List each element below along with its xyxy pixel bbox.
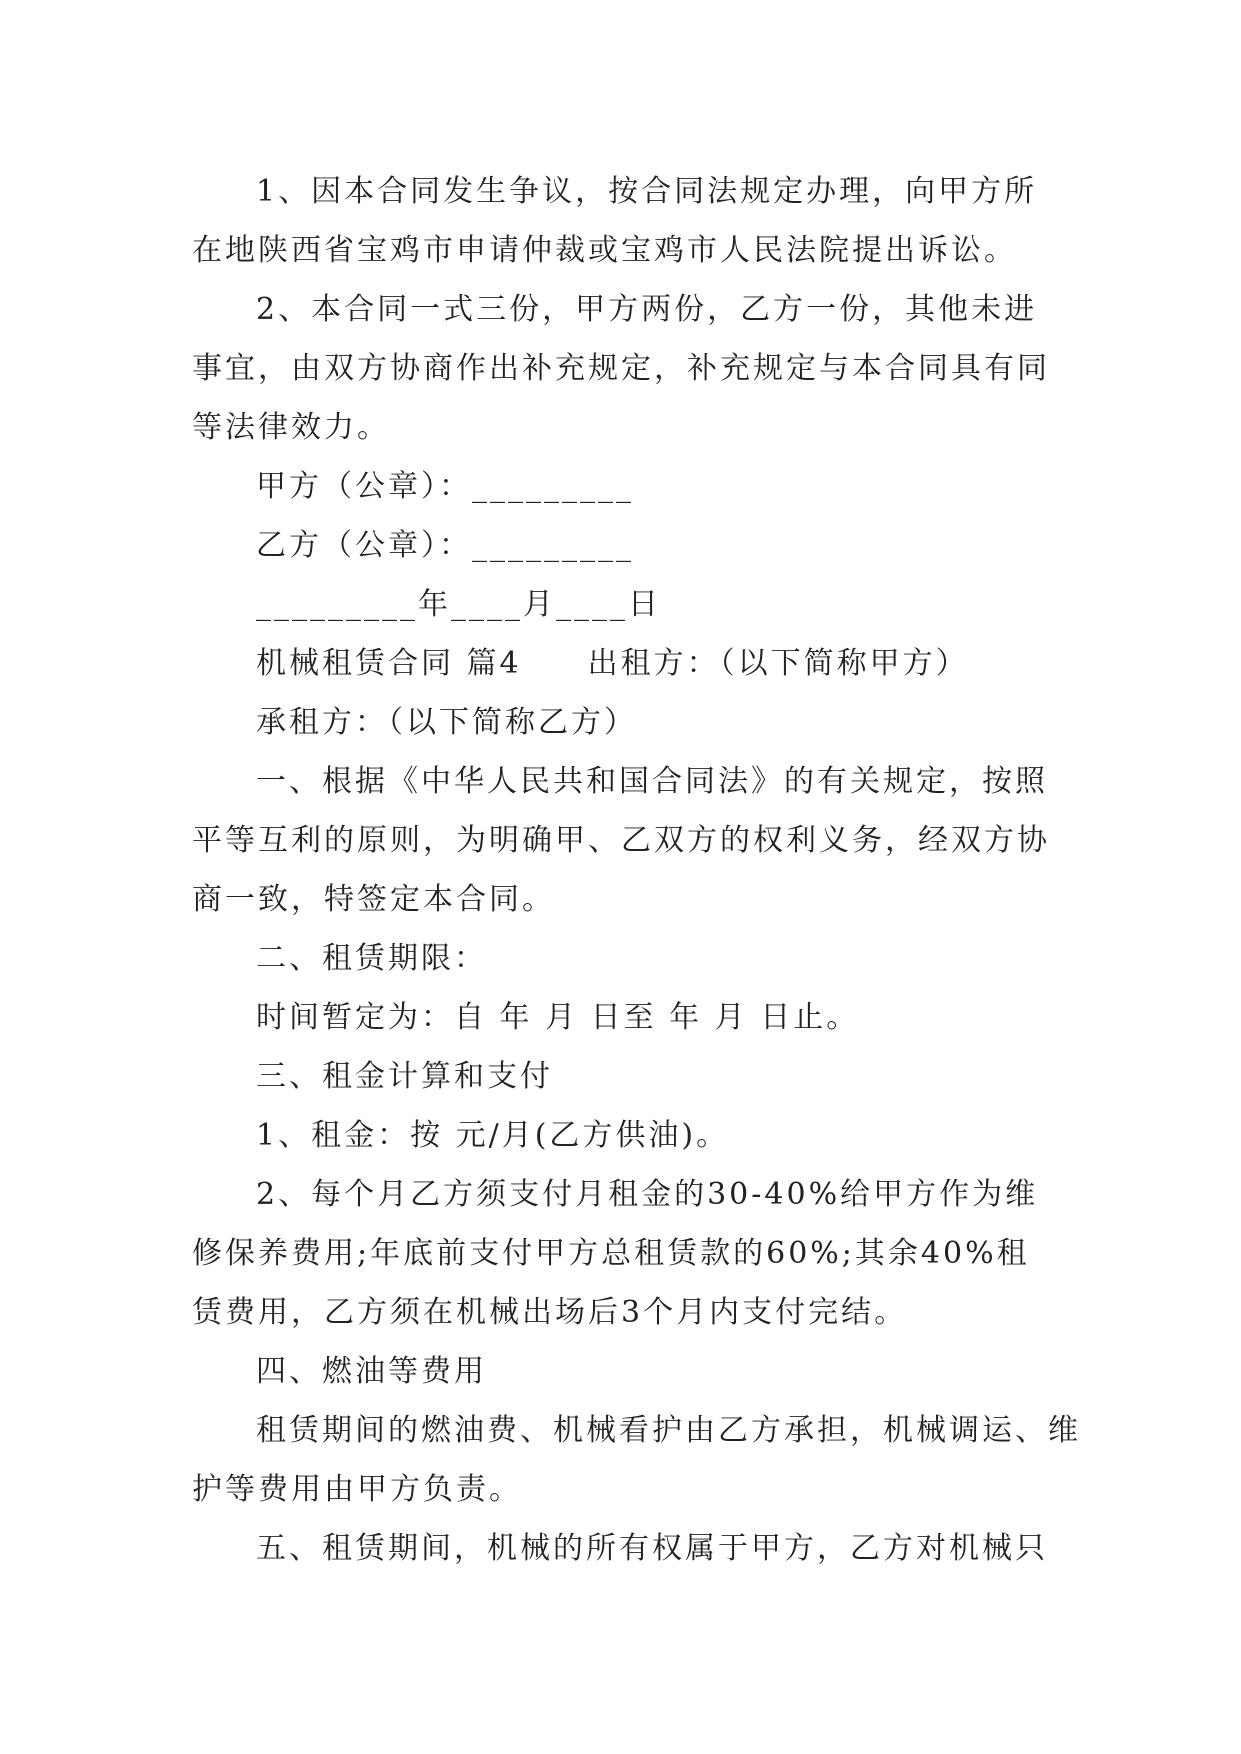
clause-copies: 2、本合同一式三份，甲方两份，乙方一份，其他未进事宜，由双方协商作出补充规定，补充规定与本合同具有同等法律效力。 <box>192 292 1050 445</box>
lease-term: 时间暂定为：自 年 月 日至 年 月 日止。 <box>256 1000 860 1035</box>
lessee-line: 承租方：（以下简称乙方） <box>256 705 637 740</box>
date-line: _________年____月____日 <box>256 587 661 622</box>
section-3-heading: 三、租金计算和支付 <box>256 1059 553 1094</box>
party-b-seal-line: 乙方（公章）：_________ <box>256 528 634 563</box>
section-4-heading: 四、燃油等费用 <box>256 1354 487 1389</box>
rent-rate: 1、租金：按 元/月(乙方供油)。 <box>256 1118 730 1153</box>
section-5: 五、租赁期间，机械的所有权属于甲方，乙方对机械只 <box>256 1531 1048 1566</box>
clause-dispute: 1、因本合同发生争议，按合同法规定办理，向甲方所在地陕西省宝鸡市申请仲裁或宝鸡市人民法院提出诉讼。 <box>192 174 1038 268</box>
section-2-heading: 二、租赁期限： <box>256 941 487 976</box>
section-1: 一、根据《中华人民共和国合同法》的有关规定，按照平等互利的原则，为明确甲、乙双方的权利义务，经双方协商一致，特签定本合同。 <box>192 764 1050 917</box>
fuel-costs: 租赁期间的燃油费、机械看护由乙方承担，机械调运、维护等费用由甲方负责。 <box>192 1413 1081 1507</box>
document-body <box>192 162 1081 1578</box>
party-a-seal-line: 甲方（公章）：_________ <box>256 469 634 504</box>
contract-title-lessor: 机械租赁合同 篇4 出租方：（以下简称甲方） <box>256 646 969 681</box>
payment-terms: 2、每个月乙方须支付月租金的30-40%给甲方作为维修保养费用;年底前支付甲方总租赁款的60%;其余40%租赁费用，乙方须在机械出场后3个月内支付完结。 <box>192 1177 1039 1330</box>
